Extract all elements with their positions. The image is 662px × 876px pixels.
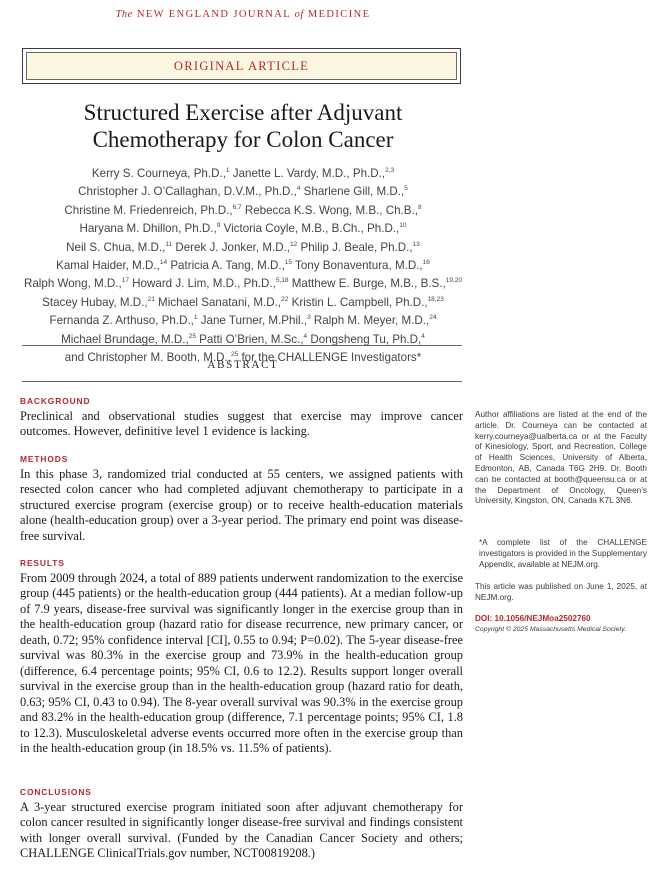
author-line xyxy=(0,331,486,349)
author-name: Rebecca K.S. Wong, M.B., Ch.B., xyxy=(241,203,418,217)
background-heading: BACKGROUND xyxy=(20,396,91,406)
affiliation-marker: 1 xyxy=(193,314,198,322)
affiliation-marker: 5,18 xyxy=(275,277,289,285)
author-name: Ralph M. Meyer, M.D., xyxy=(310,314,430,328)
abstract-heading: ABSTRACT xyxy=(207,359,279,371)
results-text: From 2009 through 2024, a total of 889 patients underwent randomization to the exercise group (445 patients) or the health-education group (444 patients). At a median follow-up of 7.9 years, disease-free survival was significantly longer in the exercise group than in the health-education group (hazard ratio for disease recurrence, new primary cancer, or death, 0.72; 95% confidence interval [CI], 0.55 to 0.94; P=0.02). The 5-year disease-free survival was 80.3% in the exercise group and 73.9% in the health-education group (difference, 6.4 percentage points; 95% CI, 0.6 to 12.2). Results support longer overall survival in the exercise group than in the health-education group (hazard ratio for death, 0.63; 95% CI, 0.43 to 0.94). The 8-year overall survival was 90.3% in the exercise group and 83.2% in the health-education group (difference, 7.1 percentage points; 95% CI, 1.8 to 12.3). Musculoskeletal adverse events occurred more often in the exercise group than in the health-education group (in 18.5% vs. 11.5% of patients). xyxy=(20,571,463,755)
author-name: Kristin L. Campbell, Ph.D., xyxy=(288,295,428,309)
author-name: Tony Bonaventura, M.D., xyxy=(292,259,423,273)
author-name: Patti O’Brien, M.Sc., xyxy=(195,332,304,346)
sidebar-copyright: Copyright © 2025 Massachusetts Medical Society. xyxy=(475,625,627,633)
author-name: Fernanda Z. Arthuso, Ph.D., xyxy=(49,314,194,328)
section-background xyxy=(20,396,463,440)
affiliation-marker: 10 xyxy=(399,222,407,230)
author-name: Kerry S. Courneya, Ph.D., xyxy=(91,167,226,180)
affiliation-marker: 15 xyxy=(284,259,293,267)
affiliation-marker: 25 xyxy=(188,332,196,340)
author-name: Christine M. Friedenreich, Ph.D., xyxy=(64,203,233,217)
abstract-rule-top xyxy=(22,345,462,346)
author-line xyxy=(0,183,486,201)
author-name: Janette L. Vardy, M.D., Ph.D., xyxy=(229,167,386,180)
author-name: Sharlene Gill, M.D., xyxy=(300,185,405,199)
author-name: Patricia A. Tang, M.D., xyxy=(167,259,285,273)
author-name: Ralph Wong, M.D., xyxy=(23,277,122,291)
affiliation-marker: 8 xyxy=(417,203,422,211)
methods-heading: METHODS xyxy=(20,454,69,464)
author-name: Neil S. Chua, M.D., xyxy=(66,240,166,254)
article-title xyxy=(10,99,476,153)
author-name: Victoria Coyle, M.B., B.Ch., Ph.D., xyxy=(220,222,400,236)
author-line xyxy=(0,202,486,220)
sidebar-published-note: This article was published on June 1, 2025, at NEJM.org. xyxy=(475,582,647,602)
section-conclusions xyxy=(20,787,463,862)
conclusions-text: A 3-year structured exercise program initiated soon after adjuvant chemotherapy for colon cancer resulted in significantly longer disease-free survival and findings consistent with longer overall survival. (Funded by the Canadian Cancer Society and others; CHALLENGE ClinicalTrials.gov number, NCT00819208.) xyxy=(20,800,463,861)
sidebar-affiliations: Author affiliations are listed at the end of the article. Dr. Courneya can be contacted at kerry.courneya@ualberta.ca or at the Faculty of Kinesiology, Sport, and Recreation, College of Health Sciences, University of Alberta, Edmonton, AB, Canada T6G 2H9. Dr. Booth can be contacted at booth@queensu.ca or at the Department of Oncology, Queen’s University, Kingston, ON, Canada K7L 3N6. xyxy=(475,410,647,506)
author-name: Michael Brundage, M.D., xyxy=(61,332,189,346)
author-name: Kamal Haider, M.D., xyxy=(56,259,160,273)
affiliation-marker: 24 xyxy=(429,314,437,322)
background-text: Preclinical and observational studies suggest that exercise may improve cancer outcomes. However, definitive level 1 evidence is lacking. xyxy=(20,409,463,439)
section-results xyxy=(20,558,463,756)
section-methods xyxy=(20,454,463,544)
abstract-rule-bottom xyxy=(22,381,462,382)
article-title-line-2: Chemotherapy for Colon Cancer xyxy=(92,127,394,152)
journal-header-name: NEW ENGLAND JOURNAL xyxy=(136,9,291,20)
affiliation-marker: 21 xyxy=(147,295,155,303)
affiliation-marker: 11 xyxy=(165,240,173,248)
author-name: for the CHALLENGE Investigators* xyxy=(238,351,422,365)
affiliation-marker: 2,3 xyxy=(385,167,395,175)
sidebar-investigators-note: *A complete list of the CHALLENGE investigators is provided in the Supplementary Appendix, available at NEJM.org. xyxy=(479,538,647,569)
journal-header-medicine: MEDICINE xyxy=(307,9,371,20)
author-name: Haryana M. Dhillon, Ph.D., xyxy=(79,222,217,236)
author-name: Dongsheng Tu, Ph.D, xyxy=(307,332,422,346)
affiliation-marker: 16 xyxy=(422,259,430,267)
author-line xyxy=(0,165,486,183)
article-type-label: ORIGINAL ARTICLE xyxy=(173,58,310,73)
author-name: Stacey Hubay, M.D., xyxy=(42,295,148,309)
affiliation-marker: 12 xyxy=(290,240,298,248)
author-name: Philip J. Beale, Ph.D., xyxy=(297,240,413,254)
author-line xyxy=(0,294,486,312)
affiliation-marker: 4 xyxy=(421,332,425,340)
article-title-line-1: Structured Exercise after Adjuvant xyxy=(83,100,403,125)
journal-header-the: The xyxy=(115,9,133,20)
conclusions-heading: CONCLUSIONS xyxy=(20,787,92,797)
affiliation-marker: 13 xyxy=(412,240,420,248)
journal-header xyxy=(0,9,486,20)
affiliation-marker: 22 xyxy=(281,295,289,303)
results-heading: RESULTS xyxy=(20,558,65,568)
sidebar-doi-block xyxy=(475,614,647,636)
affiliation-marker: 4 xyxy=(303,332,308,340)
journal-header-of: of xyxy=(294,9,304,20)
author-line xyxy=(0,275,486,293)
author-name: Christopher J. O’Callaghan, D.V.M., Ph.D., xyxy=(78,185,297,199)
sidebar-doi: DOI: 10.1056/NEJMoa2502760 xyxy=(475,614,591,623)
affiliation-marker: 17 xyxy=(121,277,129,285)
article-type-banner xyxy=(22,48,461,84)
author-name: Jane Turner, M.Phil., xyxy=(197,314,308,328)
methods-text: In this phase 3, randomized trial conducted at 55 centers, we assigned patients with resected colon cancer who had completed adjuvant chemotherapy to participate in a structured exercise program (exercise group) or to receive health-education materials alone (health-education group) over a 3-year period. The primary end point was disease-free survival. xyxy=(20,467,463,543)
author-name: Derek J. Jonker, M.D., xyxy=(172,240,291,254)
affiliation-marker: 5 xyxy=(404,185,408,193)
author-list xyxy=(0,165,486,367)
author-name: Michael Sanatani, M.D., xyxy=(154,295,282,309)
author-name: Matthew E. Burge, M.B., B.S., xyxy=(288,277,446,291)
author-line xyxy=(0,220,486,238)
affiliation-marker: 9 xyxy=(216,222,221,230)
affiliation-marker: 4 xyxy=(296,185,301,193)
affiliation-marker: 1 xyxy=(225,167,230,175)
author-line xyxy=(0,312,486,330)
author-line xyxy=(0,239,486,257)
affiliation-marker: 25 xyxy=(231,351,239,359)
author-line xyxy=(0,257,486,275)
affiliation-marker: 3 xyxy=(307,314,311,322)
author-name: and Christopher M. Booth, M.D., xyxy=(64,351,231,365)
affiliation-marker: 19,20 xyxy=(445,277,462,285)
affiliation-marker: 18,23 xyxy=(427,295,444,303)
affiliation-marker: 6,7 xyxy=(232,203,242,211)
author-name: Howard J. Lim, M.D., Ph.D., xyxy=(128,277,276,291)
article-type-banner-inner xyxy=(26,52,457,80)
affiliation-marker: 14 xyxy=(159,259,168,267)
